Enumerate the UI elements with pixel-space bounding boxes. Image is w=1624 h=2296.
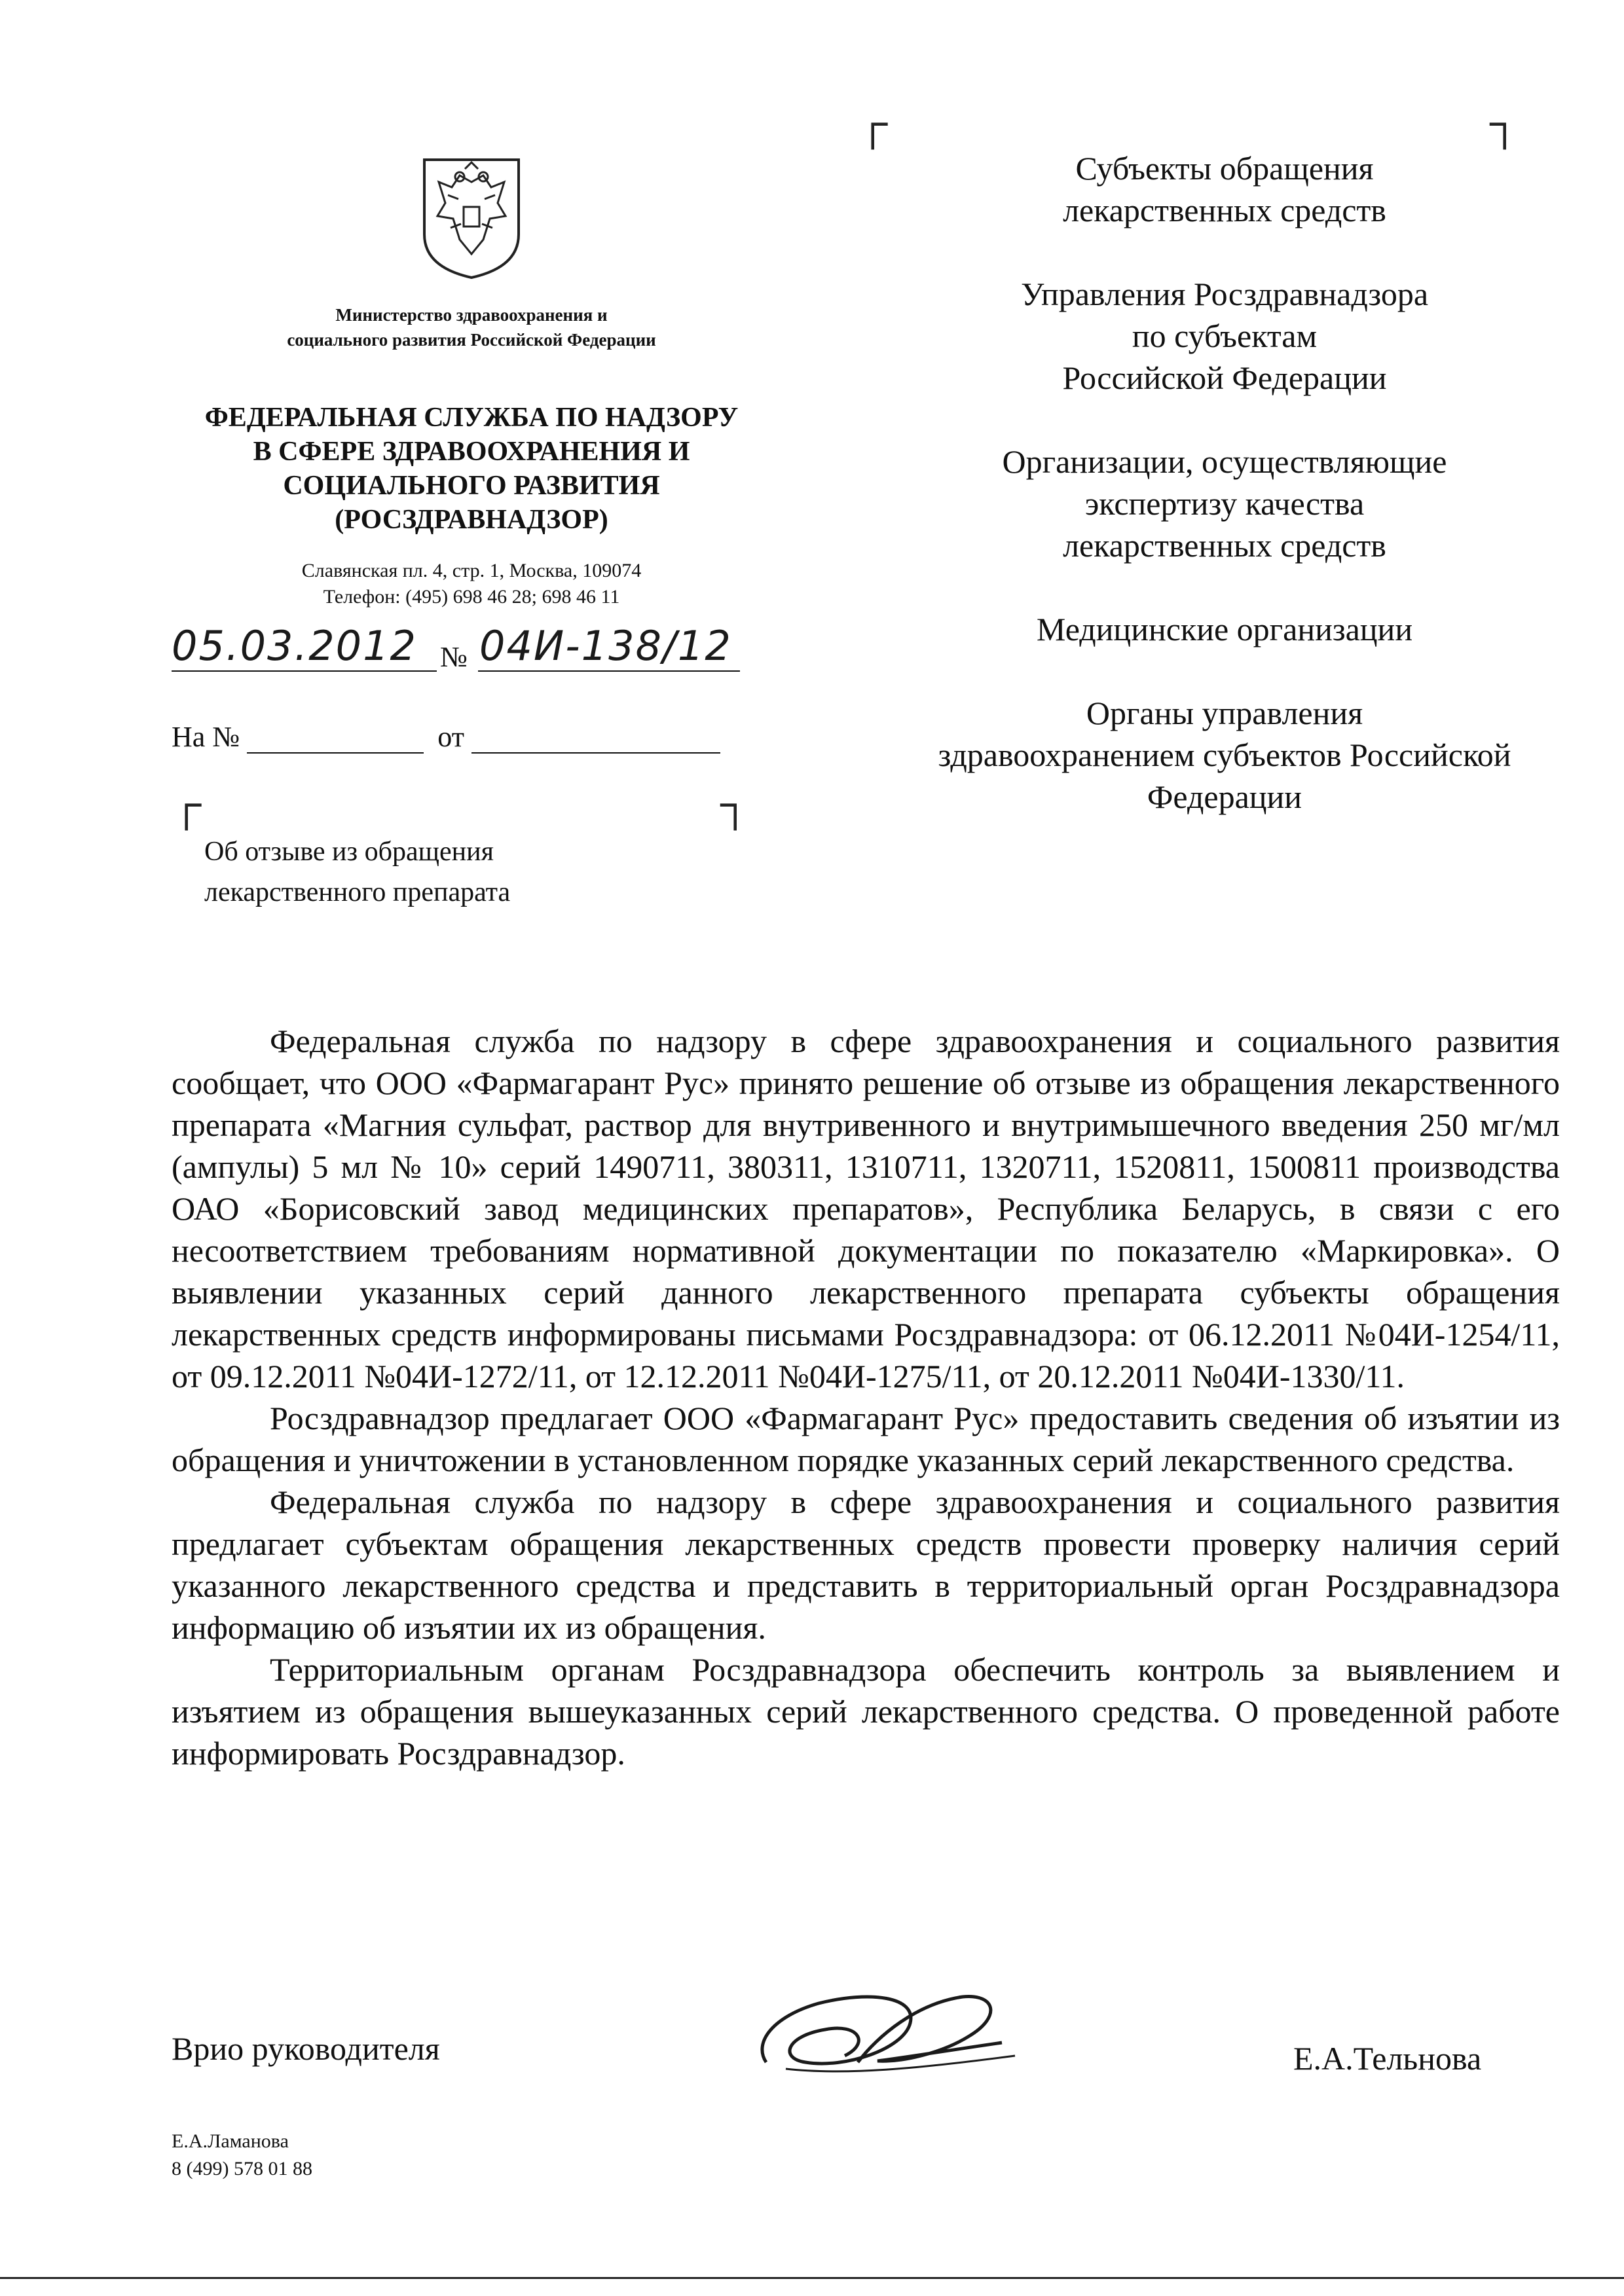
ref-number-blank bbox=[247, 723, 424, 754]
ministry-line-2: социального развития Российской Федерации bbox=[287, 330, 656, 350]
agency-address bbox=[196, 558, 747, 610]
ref-date-blank bbox=[471, 723, 720, 754]
body-paragraph-1: Федеральная служба по надзору в сфере здравоохранения и социального развития сообщает, что ООО «Фармагарант Рус» принято решение об отзыве из обращения лекарственного препарата «Магния сульфат, раствор для внутривенного и внутримышечного введения 250 мг/мл (ампулы) 5 мл № 10» серий 1490711, 380311, 1310711, 1320711, 1520811, 1500811 производства ОАО «Борисовский завод медицинских препаратов», Республика Беларусь, в связи с его несоответствием требованиям нормативной документации по показателю «Маркировка». О выявлении указанных серий данного лекарственного препарата субъекты обращения лекарственных средств информированы письмами Росздравнадзора: от 06.12.2011 №04И-1254/11, от 09.12.2011 №04И-1272/11, от 12.12.2011 №04И-1275/11, от 20.12.2011 №04И-1330/11. bbox=[172, 1023, 1560, 1394]
subject-bracket-right: ┐ bbox=[720, 780, 750, 827]
number-sign: № bbox=[440, 641, 468, 673]
letter-body bbox=[172, 1020, 1560, 1774]
registration-number: 04И-138/12 bbox=[479, 622, 732, 670]
body-paragraph-3: Федеральная служба по надзору в сфере здравоохранения и социального развития предлагает субъектам обращения лекарственных средств провести проверку наличия серий указанного лекарственного средства и представить в территориальный орган Росздравнадзора информацию об изъятии их из обращения. bbox=[172, 1484, 1560, 1646]
addressee-1: Субъекты обращения лекарственных средств bbox=[1063, 150, 1386, 228]
letter-subject bbox=[204, 831, 510, 913]
handwritten-signature bbox=[747, 1977, 1022, 2088]
addressee-block bbox=[864, 147, 1585, 860]
ministry-line-1: Министерство здравоохранения и bbox=[335, 305, 608, 325]
from-label: от bbox=[437, 721, 464, 753]
body-paragraph-4: Территориальным органам Росздравнадзора обеспечить контроль за выявлением и изъятием из обращения вышеуказанных серий лекарственного средства. О проведенной работе информировать Росздравнадзор. bbox=[172, 1651, 1560, 1772]
executor-name: Е.А.Ламанова bbox=[172, 2130, 289, 2152]
agency-name bbox=[151, 401, 792, 537]
phone-line: Телефон: (495) 698 46 28; 698 46 11 bbox=[323, 586, 620, 608]
signatory-name: Е.А.Тельнова bbox=[1293, 2040, 1482, 2077]
subject-bracket-left: ┌ bbox=[172, 780, 202, 827]
reference-line bbox=[172, 720, 720, 754]
executor-phone: 8 (499) 578 01 88 bbox=[172, 2158, 312, 2179]
addressee-3: Организации, осуществляющие экспертизу качества лекарственных средств bbox=[1002, 443, 1447, 564]
addressee-2: Управления Росздравнадзора по субъектам Российской Федерации bbox=[1020, 276, 1429, 396]
ministry-name bbox=[196, 302, 747, 352]
bottom-divider bbox=[0, 2277, 1624, 2279]
subject-line-2: лекарственного препарата bbox=[204, 877, 511, 907]
agency-line-3: СОЦИАЛЬНОГО РАЗВИТИЯ bbox=[283, 471, 660, 501]
agency-line-4: (РОСЗДРАВНАДЗОР) bbox=[335, 505, 608, 535]
registration-line bbox=[172, 622, 748, 681]
signatory-title: Врио руководителя bbox=[172, 2030, 440, 2067]
addressee-bracket-right: ┐ bbox=[1490, 99, 1520, 146]
executor-block bbox=[172, 2128, 312, 2183]
addressee-bracket-left: ┌ bbox=[858, 99, 888, 146]
address-line: Славянская пл. 4, стр. 1, Москва, 109074 bbox=[301, 560, 642, 581]
body-paragraph-2: Росздравнадзор предлагает ООО «Фармагарант Рус» предоставить сведения об изъятии из обращения и уничтожении в установленном порядке указанных серий лекарственного средства. bbox=[172, 1400, 1560, 1478]
ref-label: На № bbox=[172, 721, 240, 753]
addressee-4: Медицинские организации bbox=[1036, 611, 1413, 647]
agency-line-1: ФЕДЕРАЛЬНАЯ СЛУЖБА ПО НАДЗОРУ bbox=[204, 403, 739, 433]
addressee-5: Органы управления здравоохранением субъектов Российской Федерации bbox=[938, 695, 1511, 815]
registration-date: 05.03.2012 bbox=[172, 622, 417, 670]
subject-line-1: Об отзыве из обращения bbox=[204, 837, 494, 867]
state-emblem-icon bbox=[419, 156, 524, 280]
agency-line-2: В СФЕРЕ ЗДРАВООХРАНЕНИЯ И bbox=[253, 437, 690, 467]
